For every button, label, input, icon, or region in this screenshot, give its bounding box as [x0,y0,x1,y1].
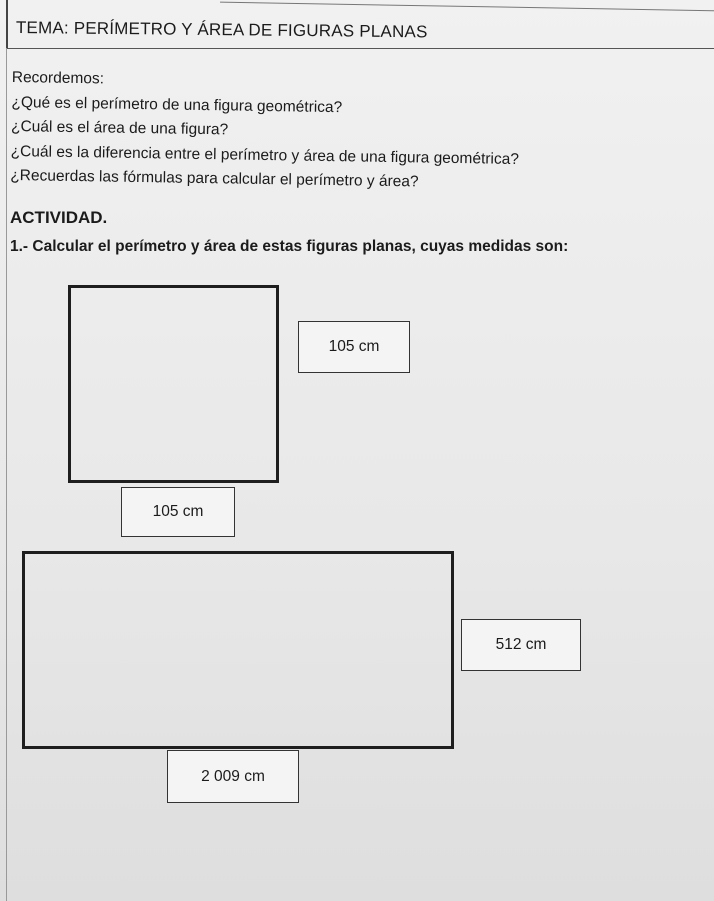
rectangle-base-label: 2 009 cm [167,750,299,803]
recall-section [10,66,520,196]
recall-question: ¿Cuál es la diferencia entre el perímetro y área de una figura geométrica? [10,142,520,168]
page-title: TEMA: PERÍMETRO Y ÁREA DE FIGURAS PLANAS [15,18,428,42]
recall-intro: Recordemos: [11,68,105,88]
recall-question: ¿Qué es el perímetro de una figura geométrica? [11,93,343,116]
activity-instruction: 1.- Calcular el perímetro y área de estas figuras planas, cuyas medidas son: [10,238,569,255]
left-margin-rule [6,48,7,901]
square-base-label: 105 cm [121,487,235,537]
recall-question: ¿Recuerdas las fórmulas para calcular el perímetro y área? [10,166,419,191]
rectangle-figure [22,551,454,749]
rectangle-side-label: 512 cm [461,619,581,671]
square-side-label: 105 cm [298,321,410,373]
activity-heading: ACTIVIDAD. [10,208,108,227]
recall-question: ¿Cuál es el área de una figura? [10,117,229,139]
square-figure [68,285,279,483]
